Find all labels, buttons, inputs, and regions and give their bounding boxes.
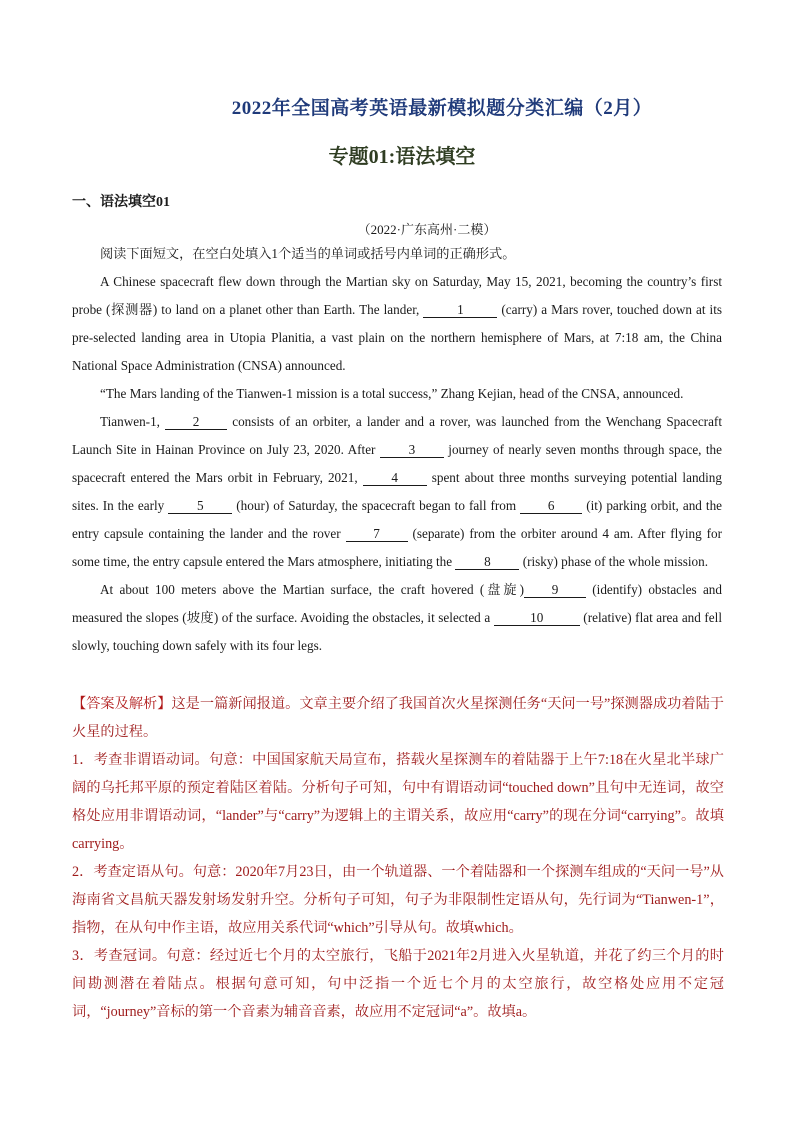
passage-text: spent about three months surveying potential landing sites. In the early [72, 470, 722, 513]
passage-text: (carry) a Mars rover, touched down at its pre-selected landing area in Utopia Planitia, a vast plain on the northern hemisphere of Mars, at 7:18 am, the China National Space Administration (CNSA) announced. [72, 302, 722, 373]
section-heading: 一、语法填空01 [72, 195, 170, 210]
passage-text: (it) parking orbit, and the entry capsule containing the lander and the rover [72, 498, 723, 541]
passage-text: (identify) obstacles and measured the slopes (坡度) of the surface. Avoiding the obstacles, it selected a [72, 582, 722, 625]
answer-label: 【答案及解析】 [72, 696, 172, 712]
passage-paragraph-4 [72, 576, 722, 660]
passage-paragraph-2: “The Mars landing of the Tianwen-1 mission is a total success,” Zhang Kejian, head of the CNSA, announced. [100, 386, 684, 401]
passage-paragraph-1 [72, 268, 722, 380]
passage-text: (hour) of Saturday, the spacecraft began to fall from [232, 498, 521, 513]
answer-intro-text: 这是一篇新闻报道。文章主要介绍了我国首次火星探测任务“天问一号”探测器成功着陆于火星的过程。 [72, 696, 724, 740]
blank-9[interactable]: 9 [524, 583, 586, 598]
answer-item-1: 1．考查非谓语动词。句意：中国国家航天局宣布，搭载火星探测车的着陆器于上午7:18在火星北半球广阔的乌托邦平原的预定着陆区着陆。分析句子可知，句中有谓语动词“touched down”且句中无连词，故空格处应用非谓语动词，“lander”与“carry”为逻辑上的主谓关系，故应用“carry”的现在分词“carrying”。故填carrying。 [72, 752, 724, 852]
passage-text: consists of an orbiter, a lander and a rover, was launched from the Wenchang Spacecraft Launch Site in Hainan Province on July 23, 2020. After [72, 414, 722, 457]
instruction: 阅读下面短文，在空白处填入1个适当的单词或括号内单词的正确形式。 [100, 246, 516, 261]
blank-6[interactable]: 6 [520, 499, 582, 514]
blank-3[interactable]: 3 [380, 443, 444, 458]
blank-10[interactable]: 10 [494, 611, 580, 626]
passage-text: A Chinese spacecraft flew down through the Martian sky on Saturday, May 15, 2021, becoming the country’s first probe (探测器) to land on a planet other than Earth. The lander, [72, 274, 722, 317]
answer-item-2: 2．考查定语从句。句意：2020年7月23日，由一个轨道器、一个着陆器和一个探测车组成的“天问一号”从海南省文昌航天器发射场发射升空。分析句子可知，句子为非限制性定语从句，先行词为“Tianwen-1”，指物，在从句中作主语，故应用关系代词“which”引导从句。故填which。 [72, 864, 724, 936]
passage-text: (separate) from the orbiter around 4 am. After flying for some time, the entry capsule entered the Mars atmosphere, initiating the [72, 526, 723, 569]
document-title: 2022年全国高考英语最新模拟题分类汇编（2月） [231, 98, 653, 119]
blank-2[interactable]: 2 [165, 415, 227, 430]
answer-item-3: 3．考查冠词。句意：经过近七个月的太空旅行，飞船于2021年2月进入火星轨道，并花了约三个月的时间勘测潜在着陆点。根据句意可知，句中泛指一个近七个月的太空旅行，故空格处应用不定冠词，“journey”音标的第一个音素为辅音音素，故应用不定冠词“a”。故填a。 [72, 948, 724, 1020]
passage-text: Tianwen-1, [100, 414, 166, 429]
blank-7[interactable]: 7 [346, 527, 408, 542]
answer-explanation [72, 690, 724, 1026]
blank-5[interactable]: 5 [168, 499, 232, 514]
passage [72, 240, 722, 660]
document-subtitle: 专题01:语法填空 [328, 146, 476, 168]
blank-4[interactable]: 4 [363, 471, 427, 486]
passage-text: journey of nearly seven months through space, the spacecraft entered the Mars orbit in February, 2021, [72, 442, 723, 485]
question-source: （2022·广东高州·二模） [357, 222, 497, 237]
passage-text: (risky) phase of the whole mission. [519, 554, 709, 569]
answer-intro [72, 690, 724, 746]
passage-paragraph-3 [72, 408, 722, 576]
passage-text: At about 100 meters above the Martian surface, the craft hovered (盘旋) [100, 582, 524, 597]
blank-1[interactable]: 1 [423, 303, 497, 318]
blank-8[interactable]: 8 [455, 555, 519, 570]
passage-text: (relative) flat area and fell slowly, touching down safely with its four legs. [72, 610, 722, 653]
